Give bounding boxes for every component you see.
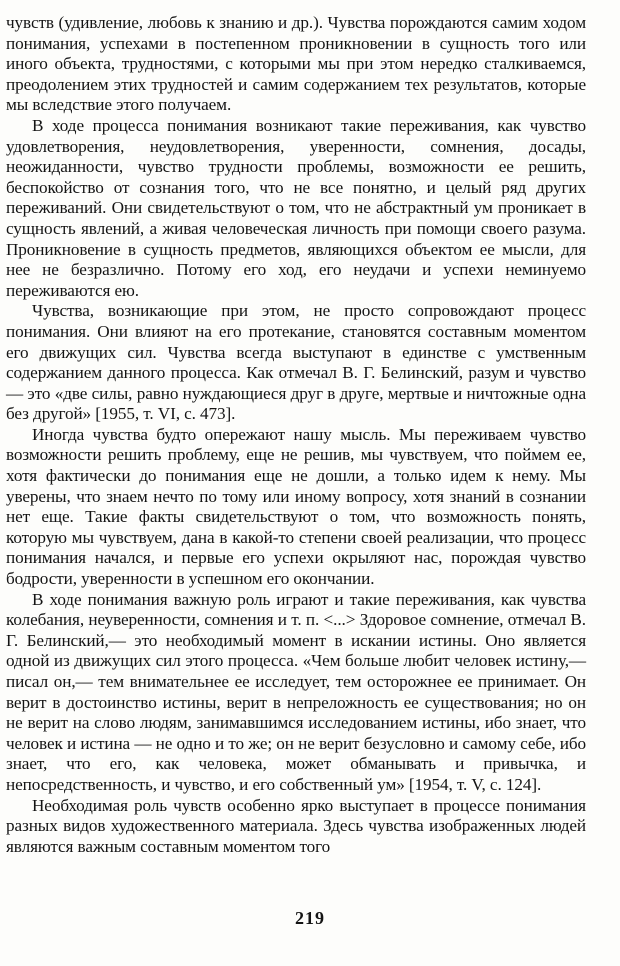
paragraph: Чувства, возникающие при этом, не просто сопровождают процесс понимания. Они влияют на его протекание, становятся составным моментом его движущих сил. Чувства всегда выступают в единстве с умственным содержанием данного процесса. Как отмечал В. Г. Белинский, разум и чувство — это «две силы, равно нуждающиеся друг в друге, мертвые и ничтожные одна без другой» [1955, т. VI, с. 473]. [6,301,586,424]
body-text [6,13,586,857]
paragraph: В ходе процесса понимания возникают такие переживания, как чувство удовлетворения, неудовлетворения, уверенности, сомнения, досады, неожиданности, чувство трудности проблемы, возможности ее решить, беспокойство от сознания того, что не все понятно, и целый ряд других переживаний. Они свидетельствуют о том, что не абстрактный ум проникает в сущность явлений, а живая человеческая личность при помощи своего разума. Проникновение в сущность предметов, являющихся объектом ее мысли, для нее не безразлично. Потому его ход, его неудачи и успехи неминуемо переживаются ею. [6,115,586,300]
page-number: 219 [295,908,325,928]
paragraph: Иногда чувства будто опережают нашу мысль. Мы переживаем чувство возможности решить проблему, еще не решив, мы чувствуем, что поймем ее, хотя фактически до понимания еще не дошли, а только идем к нему. Мы уверены, что знаем нечто по тому или иному вопросу, хотя знаний в сознании нет еще. Такие факты свидетельствуют о том, что возможность понять, которую мы чувствуем, дана в какой-то степени своей реализации, что процесс понимания начался, и первые его успехи окрыляют нас, порождая чувство бодрости, уверенности в успешном его окончании. [6,424,586,589]
paragraph: В ходе понимания важную роль играют и такие переживания, как чувства колебания, неуверенности, сомнения и т. п. <...> Здоровое сомнение, отмечал В. Г. Белинский,— это необходимый момент в искании истины. Оно является одной из движущих сил этого процесса. «Чем больше любит человек истину,— писал он,— тем внимательнее ее исследует, тем осторожнее ее принимает. Он верит в достоинство истины, верит в непреложность ее существования; но он не верит на слово людям, занимавшимся исследованием истины, ибо знает, что человек и истина — не одно и то же; он не верит безусловно и самому себе, ибо знает, что его, как человека, может обманывать и привычка, и непосредственность, и чувство, и его собственный ум» [1954, т. V, с. 124]. [6,589,586,794]
paragraph: Необходимая роль чувств особенно ярко выступает в процессе понимания разных видов художественного материала. Здесь чувства изображенных людей являются важным составным моментом того [6,795,586,856]
paragraph: чувств (удивление, любовь к знанию и др.). Чувства порождаются самим ходом понимания, успехами в постепенном проникновении в сущность того или иного объекта, трудностями, с которыми мы при этом нередко сталкиваемся, преодолением этих трудностей и самим содержанием тех результатов, которые мы вследствие этого получаем. [6,13,586,115]
